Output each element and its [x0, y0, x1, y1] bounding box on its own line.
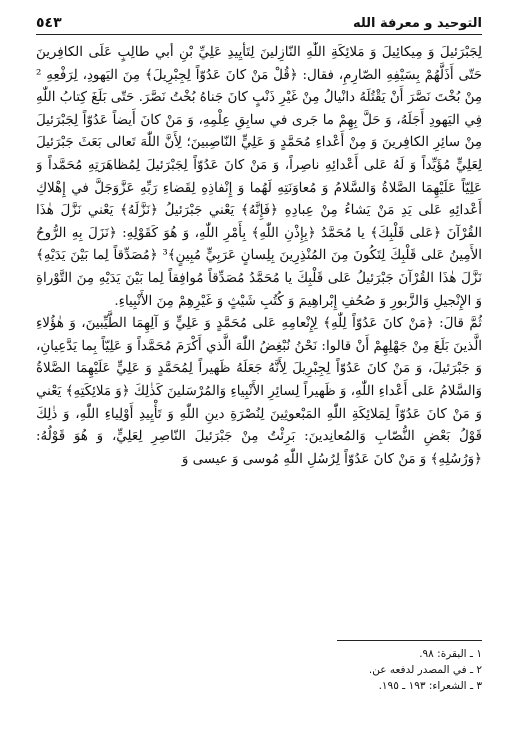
header-divider [36, 34, 482, 35]
footnote-divider [337, 640, 482, 641]
footnote: ٢ ـ في المصدر لدفعه عن. [368, 664, 482, 676]
footnote: ٣ ـ الشعراء: ١٩٣ ـ ١٩٥. [378, 680, 482, 692]
paragraph: لِجَبْرَئيلَ وَ مِيكائِيلَ وَ مَلائِكَةِ اللّٰهِ النّازِلينَ لِتَأْيِيدِ عَلِيِّ بْنِ أَبي طالِبٍ عَلَى الكافِرينَ حَتّى أَذَلَّهُمْ بِسَيْفِهِ الصّارِمِ، فقال: ﴿قُلْ مَنْ كانَ عَدُوّاً لِجِبْرِيلَ﴾ مِنَ اليَهودِ، لِرَفْعِهِ ² مِنْ بُخْتَ نَصَّرَ أَنْ يَقْتُلَهُ دانْيالُ مِنْ غَيْرِ ذَنْبٍ كانَ جَناهُ بُخْتُ نَصَّرَ. حَتّى بَلَغَ كِتابُ اللّٰهِ فِي اليَهودِ أَجَلَهُ، وَ حَلَّ بِهِمْ ما جَرى في سابِقِ عِلْمِهِ، وَ مَنْ كانَ أَيضاً عَدُوّاً لِجَبْرَئيلَ مِنْ سائِرِ الكافِرينَ وَ مِنْ أَعْداءِ مُحَمَّدٍ وَ عَلِيٍّ النّاصِبينَ؛ لِأَنَّ اللّٰهَ تَعالى بَعَثَ جَبْرَئيلَ لِعَلِيٍّ مُؤَيِّداً وَ لَهُ عَلى أَعْدائِهِ ناصِراً، وَ مَنْ كانَ عَدُوّاً لِجَبْرَئيلَ لِمُظاهَرَتِهِ مُحَمَّداً وَ عَلِيّاً عَلَيْهِمَا الصَّلاةُ وَالسَّلامُ وَ مُعاوَنَتِهِ لَهُما وَ إِنْفاذِهِ لِقَضاءِ رَبِّهِ عَزَّوَجَلَّ في إِهْلاكِ أَعْدائِهِ عَلى يَدِ مَنْ يَشاءُ مِنْ عِبادِهِ ﴿فَإِنَّهُ﴾ يَعْني جَبْرَئيلُ ﴿نَزَّلَهُ﴾ يَعْني نَزَّلَ هٰذَا القُرْآنَ ﴿عَلى قَلْبِكَ﴾ يا مُحَمَّدُ ﴿بِإِذْنِ اللّٰهِ﴾ بِأَمْرِ اللّٰهِ، وَ هُوَ كَقَوْلِهِ: ﴿نَزَلَ بِهِ الرُّوحُ الأَمِينُ عَلى قَلْبِكَ لِتَكُونَ مِنَ المُنْذِرِينَ بِلِسانٍ عَرَبِيٍّ مُبِينٍ﴾³ ﴿مُصَدِّقاً لِما بَيْنَ يَدَيْهِ﴾ نَزَّلَ هٰذَا القُرْآنَ جَبْرَئيلُ عَلى قَلْبِكَ يا مُحَمَّدُ مُصَدِّقاً مُوافِقاً لِما بَيْنَ يَدَيْهِ مِنَ التَّوْراةِ وَ الإِنْجيلِ وَالزَّبورِ وَ صُحُفِ إِبْراهِيمَ وَ كُتُبِ شَيْثٍ وَ غَيْرِهِمْ مِنَ الأَنْبِياءِ. [36, 45, 482, 309]
page-header [36, 12, 482, 34]
paragraph: ثُمَّ قالَ: ﴿مَنْ كانَ عَدُوّاً لِلّٰهِ﴾ لِإِنْعامِهِ عَلى مُحَمَّدٍ وَ عَلِيٍّ وَ آلِهِمَا الطَّيِّبينَ، وَ هٰؤُلاءِ الَّذينَ بَلَغَ مِنْ جَهْلِهِمْ أَنْ قالوا: نَحْنُ نُبْغِضُ اللّٰهَ الَّذي أَكْرَمَ مُحَمَّداً وَ عَلِيّاً بِما يَدَّعِيانِ، وَ جَبْرَئيلَ، وَ مَنْ كانَ عَدُوّاً لِجِبْرِيلَ لِأَنَّهُ جَعَلَهُ ظَهيراً لِمُحَمَّدٍ وَ عَلِيٍّ عَلَيْهِمَا الصَّلاةُ وَالسَّلامُ عَلى أَعْداءِ اللّٰهِ، وَ ظَهيراً لِسائِرِ الأَنْبِياءِ وَالمُرْسَلينَ كَذٰلِكَ ﴿وَ مَلائِكَتِهِ﴾ يَعْني وَ مَنْ كانَ عَدُوّاً لِمَلائِكَةِ اللّٰهِ المَبْعوثِينَ لِنُصْرَةِ دينِ اللّٰهِ وَ تَأْيِيدِ أَوْلِياءِ اللّٰهِ، وَ ذٰلِكَ قَوْلُ بَعْضِ النُّصّابِ وَالمُعانِدينَ: بَرِئْتُ مِنْ جَبْرَئيلَ النّاصِرِ لِعَلِيٍّ، وَ هُوَ قَوْلُهُ: ﴿وَرُسُلِهِ﴾ وَ مَنْ كانَ عَدُوّاً لِرُسُلِ اللّٰهِ مُوسى وَ عيسى وَ [36, 316, 482, 467]
page-number: ٥٤٣ [36, 15, 62, 31]
running-title: التوحيد و معرفة الله [352, 15, 482, 31]
main-text [36, 42, 482, 632]
footnote: ١ ـ البقرة: ٩٨. [419, 648, 482, 660]
footnotes [36, 646, 482, 694]
